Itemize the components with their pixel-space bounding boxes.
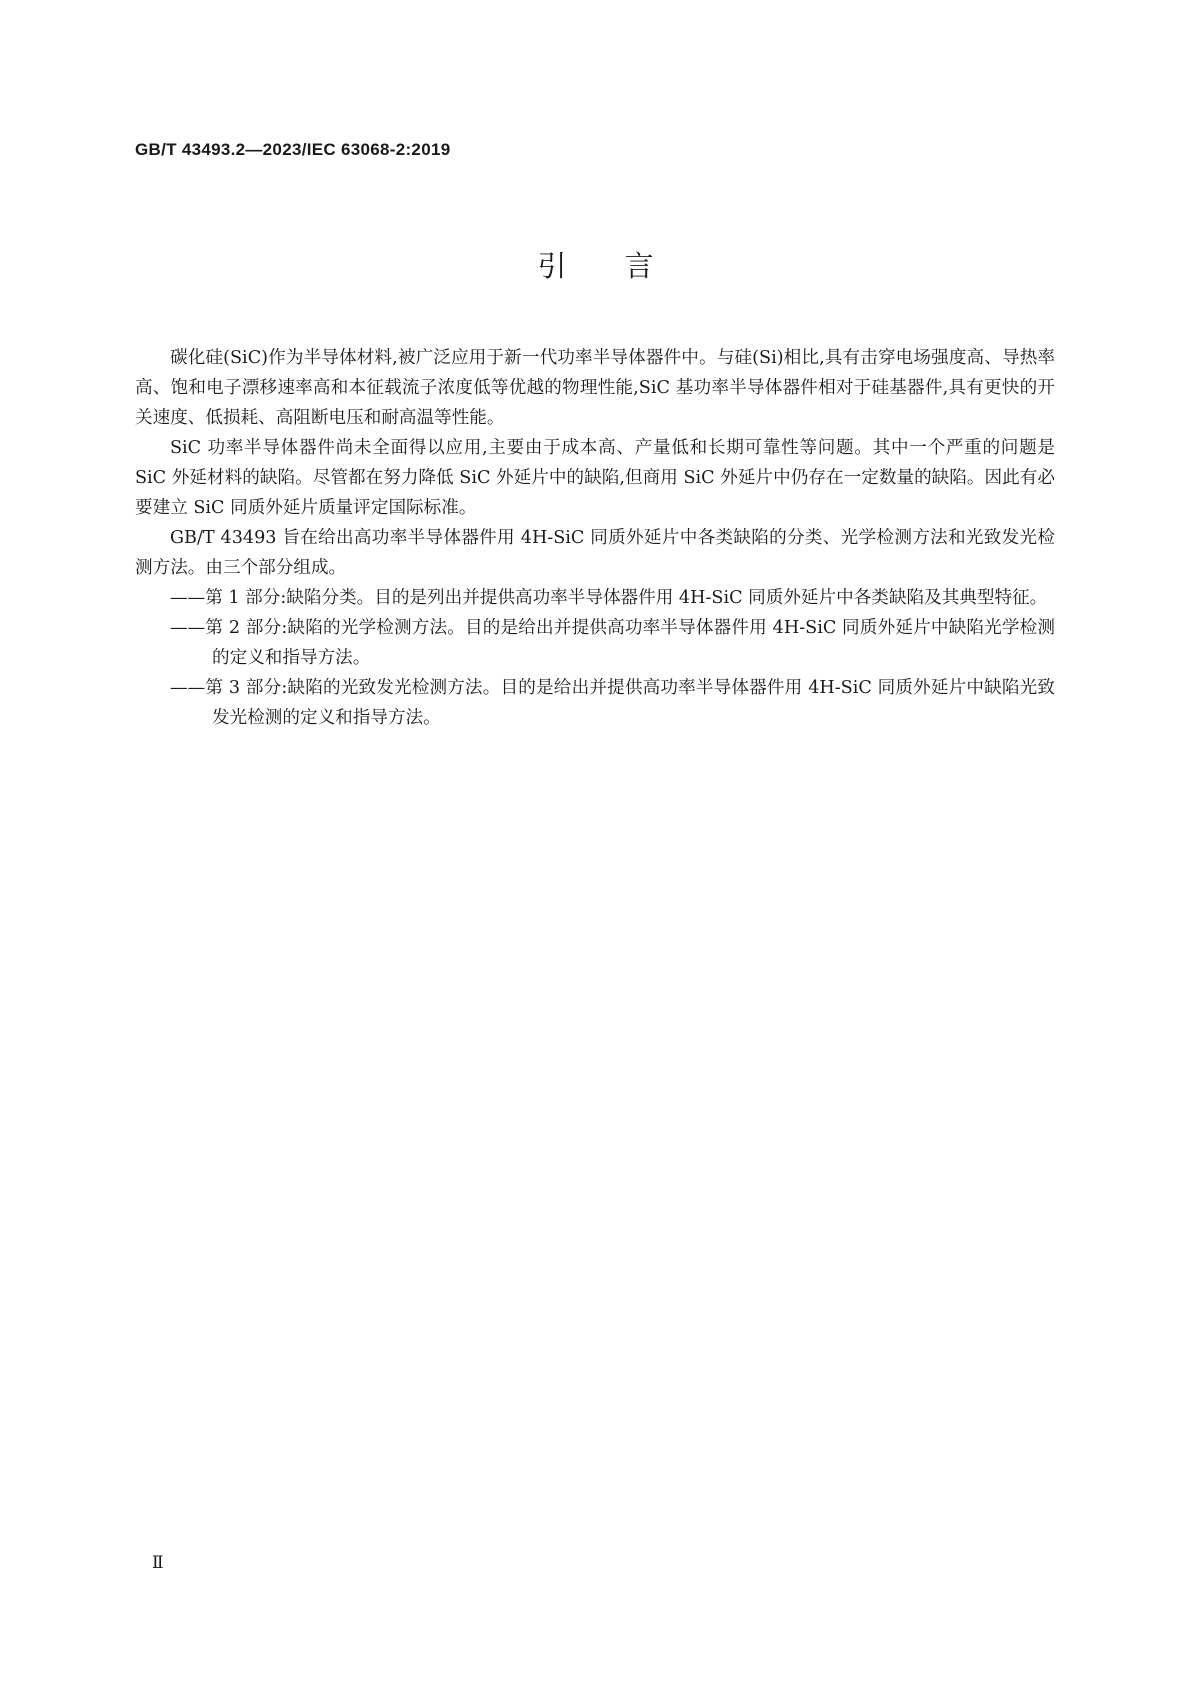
paragraph-intro: 碳化硅(SiC)作为半导体材料,被广泛应用于新一代功率半导体器件中。与硅(Si)相比,具有击穿电场强度高、导热率高、饱和电子漂移速率高和本征载流子浓度低等优越的物理性能,SiC 基功率半导体器件相对于硅基器件,具有更快的开关速度、低损耗、高阻断电压和耐高温等性能。 (135, 348, 1055, 428)
paragraph-problem: SiC 功率半导体器件尚未全面得以应用,主要由于成本高、产量低和长期可靠性等问题。其中一个严重的问题是 SiC 外延材料的缺陷。尽管都在努力降低 SiC 外延片中的缺陷,但商用 SiC 外延片中仍存在一定数量的缺陷。因此有必要建立 SiC 同质外延片质量评定国际标准。 (135, 438, 1055, 518)
list-item-part-1: ——第 1 部分:缺陷分类。目的是列出并提供高功率半导体器件用 4H-SiC 同质外延片中各类缺陷及其典型特征。 (170, 588, 1048, 608)
list-item-part-3: ——第 3 部分:缺陷的光致发光检测方法。目的是给出并提供高功率半导体器件用 4H-SiC 同质外延片中缺陷光致发光检测的定义和指导方法。 (170, 678, 1055, 728)
page-number: Ⅱ (152, 1553, 164, 1573)
page-title: 引言 (537, 249, 712, 283)
paragraph-scope: GB/T 43493 旨在给出高功率半导体器件用 4H-SiC 同质外延片中各类缺陷的分类、光学检测方法和光致发光检测方法。由三个部分组成。 (135, 528, 1055, 578)
list-item-part-2: ——第 2 部分:缺陷的光学检测方法。目的是给出并提供高功率半导体器件用 4H-SiC 同质外延片中缺陷光学检测的定义和指导方法。 (170, 618, 1055, 668)
document-body (135, 343, 1055, 733)
standard-code: GB/T 43493.2—2023/IEC 63068-2:2019 (135, 140, 451, 159)
